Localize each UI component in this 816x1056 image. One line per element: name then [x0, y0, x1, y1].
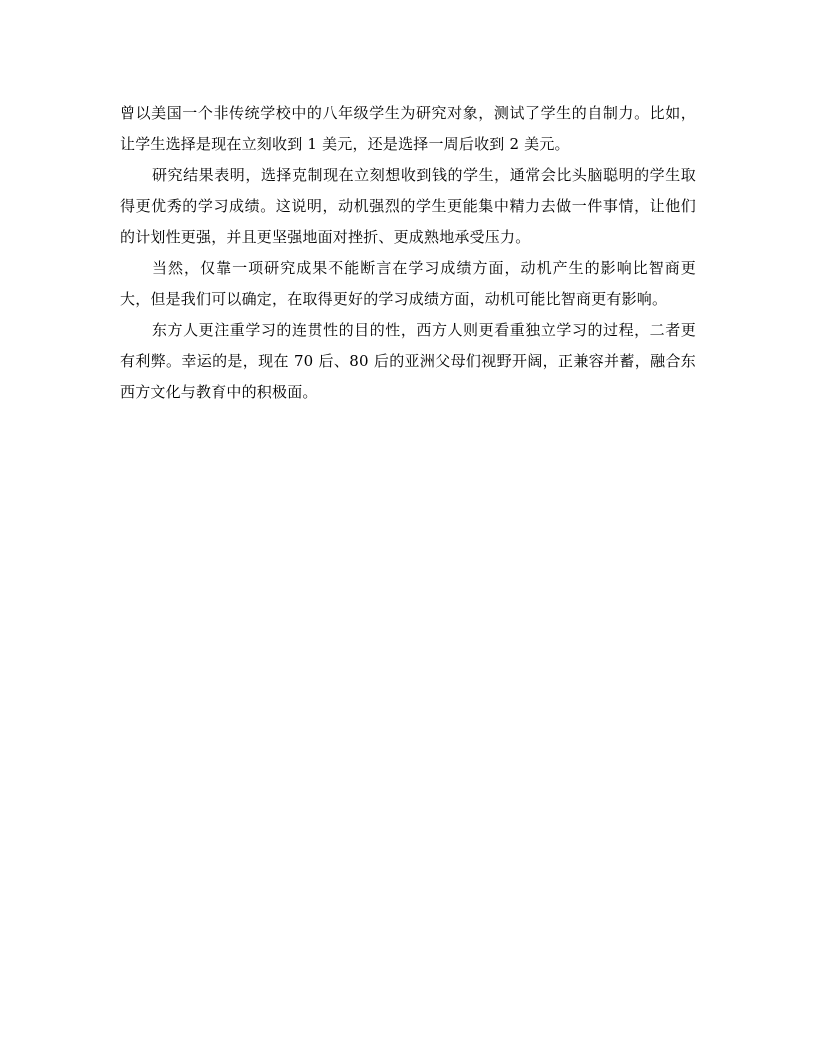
paragraph-3: 当然，仅靠一项研究成果不能断言在学习成绩方面，动机产生的影响比智商更大，但是我们可以确定，在取得更好的学习成绩方面，动机可能比智商更有影响。	[120, 259, 696, 308]
document-body	[120, 98, 696, 408]
paragraph-4: 东方人更注重学习的连贯性的目的性，西方人则更看重独立学习的过程，二者更有利弊。幸运的是，现在 70 后、80 后的亚洲父母们视野开阔，正兼容并蓄，融合东西方文化与教育中的积极面。	[120, 321, 696, 401]
paragraph-2: 研究结果表明，选择克制现在立刻想收到钱的学生，通常会比头脑聪明的学生取得更优秀的学习成绩。这说明，动机强烈的学生更能集中精力去做一件事情，让他们的计划性更强，并且更坚强地面对挫折、更成熟地承受压力。	[120, 166, 696, 246]
paragraph-1: 曾以美国一个非传统学校中的八年级学生为研究对象，测试了学生的自制力。比如，让学生选择是现在立刻收到 1 美元，还是选择一周后收到 2 美元。	[120, 104, 696, 153]
